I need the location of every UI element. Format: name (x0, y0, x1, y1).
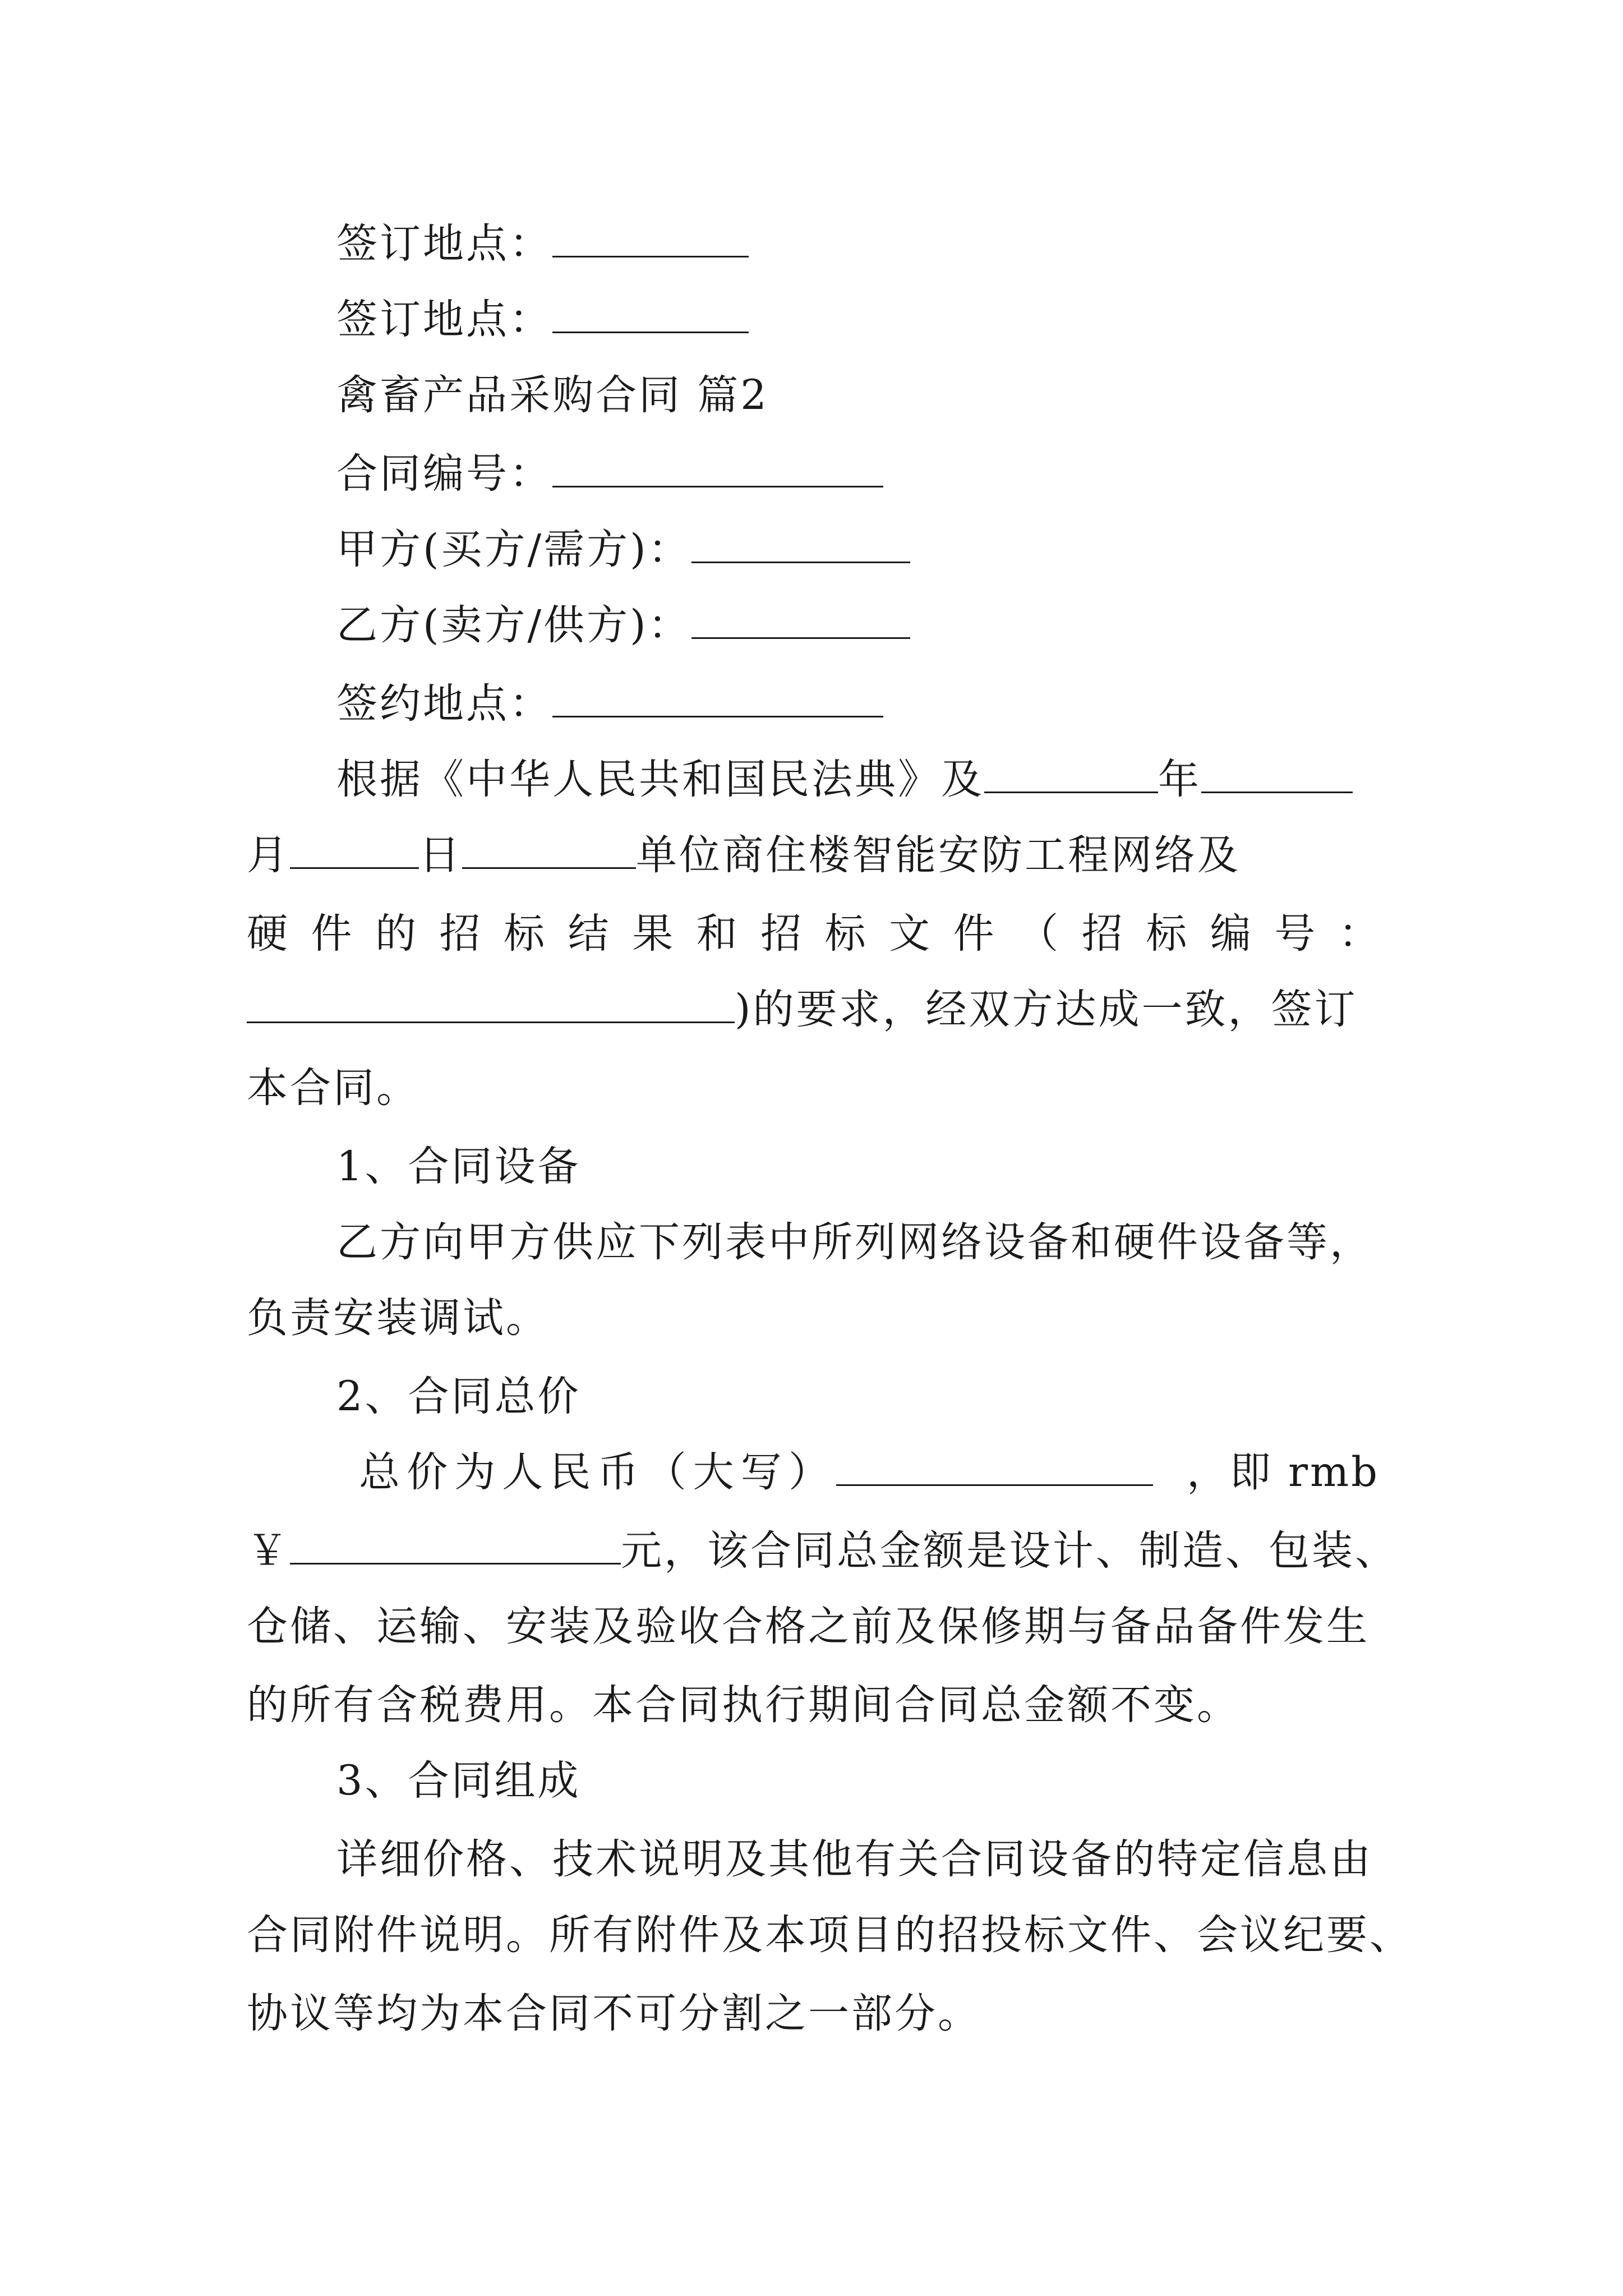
intro-char: 招 (1081, 910, 1123, 958)
intro-char: 结 (568, 910, 609, 958)
intro-char: 件 (311, 910, 352, 958)
intro-char: （ (1017, 910, 1059, 958)
intro-char: 标 (824, 910, 866, 958)
section-2-title: 2、合同总价 (336, 1373, 581, 1420)
intro-char: 件 (953, 910, 994, 958)
contract-number-blank (552, 447, 883, 487)
intro-line-1 (336, 752, 1353, 808)
price-char: 民 (550, 1448, 593, 1496)
intro-char: 编 (1210, 910, 1251, 958)
intro-char: 标 (1146, 910, 1187, 958)
sign-place-blank (552, 217, 749, 257)
amount-words-blank (836, 1445, 1153, 1486)
intro-char: 招 (439, 910, 481, 958)
sign-location-line (336, 676, 883, 732)
price-char: 总 (359, 1448, 402, 1496)
year-label: 年 (1158, 756, 1201, 803)
sign-place-label: 签订地点： (336, 220, 552, 268)
section-3-line-2: 合同附件说明。所有附件及本项目的招投标文件、会议纪要、 (247, 1911, 1413, 1959)
party-a-blank (691, 522, 910, 563)
unit-blank (462, 828, 636, 869)
section-2-line-4: 的所有含税费用。本合同执行期间合同总金额不变。 (247, 1681, 1240, 1729)
price-char: ） (788, 1448, 832, 1496)
intro-text: 单位商住楼智能安防工程网络及 (636, 831, 1241, 879)
intro-char: ： (1338, 910, 1380, 958)
section-title: 禽畜产品采购合同 篇2 (336, 371, 769, 419)
section-1-body-line-2: 负责安装调试。 (247, 1294, 549, 1342)
section-3-line-1: 详细价格、技术说明及其他有关合同设备的特定信息由 (336, 1835, 1373, 1883)
sign-place-blank (552, 292, 749, 333)
section-1-body-line-1: 乙方向甲方供应下列表中所列网络设备和硬件设备等， (336, 1218, 1373, 1266)
rmb-label: ，即 rmb (1186, 1448, 1380, 1496)
intro-text: 根据《中华人民共和国民法典》及 (336, 756, 984, 803)
price-char: 为 (454, 1448, 498, 1496)
total-price-label (359, 1444, 832, 1501)
intro-char: 果 (632, 910, 674, 958)
intro-line-2 (247, 827, 1241, 884)
amount-number-blank (290, 1524, 621, 1565)
intro-text: )的要求，经双方达成一致，签订 (735, 986, 1358, 1033)
intro-line-5: 本合同。 (247, 1064, 419, 1112)
party-a-label: 甲方(买方/需方)： (336, 526, 691, 573)
intro-char: 文 (889, 910, 930, 958)
party-a-line (336, 522, 910, 578)
price-char: （ (645, 1448, 689, 1496)
intro-line-3 (247, 906, 1380, 962)
day-blank (290, 828, 419, 869)
section-2-line-2 (247, 1523, 1398, 1579)
sign-location-blank (552, 677, 883, 717)
tender-number-blank (247, 982, 735, 1023)
section-3-line-3: 协议等均为本合同不可分割之一部分。 (247, 1990, 981, 2037)
intro-char: 和 (696, 910, 737, 958)
day-label: 日 (419, 831, 462, 879)
contract-number-label: 合同编号： (336, 450, 552, 498)
sign-place-line-1 (336, 216, 749, 272)
sign-location-label: 签约地点： (336, 680, 552, 728)
intro-line-4 (247, 982, 1357, 1038)
price-char: 人 (502, 1448, 546, 1496)
sign-place-label: 签订地点： (336, 296, 552, 343)
section-2-text: 元，该合同总金额是设计、制造、包装、 (621, 1527, 1398, 1575)
price-char: 写 (740, 1448, 784, 1496)
section-2-line-3: 仓储、运输、安装及验收合格之前及保修期与备品备件发生 (247, 1603, 1370, 1650)
intro-char: 的 (375, 910, 417, 958)
yen-symbol: ￥ (247, 1527, 290, 1575)
section-3-title: 3、合同组成 (336, 1757, 581, 1805)
price-char: 币 (597, 1448, 641, 1496)
sign-place-line-2 (336, 292, 749, 348)
contract-number-line (336, 446, 883, 502)
party-b-label: 乙方(卖方/供方)： (336, 601, 691, 649)
intro-char: 号 (1274, 910, 1316, 958)
price-char: 大 (693, 1448, 736, 1496)
party-b-line (336, 597, 910, 654)
section-1-title: 1、合同设备 (336, 1143, 581, 1190)
intro-char: 标 (504, 910, 545, 958)
intro-char: 招 (760, 910, 802, 958)
section-2-line-1 (359, 1444, 1380, 1501)
intro-char: 硬 (247, 910, 288, 958)
party-b-blank (691, 598, 910, 639)
price-char: 价 (407, 1448, 450, 1496)
year-blank (984, 752, 1158, 793)
month-label: 月 (247, 831, 290, 879)
month-blank (1201, 752, 1353, 793)
